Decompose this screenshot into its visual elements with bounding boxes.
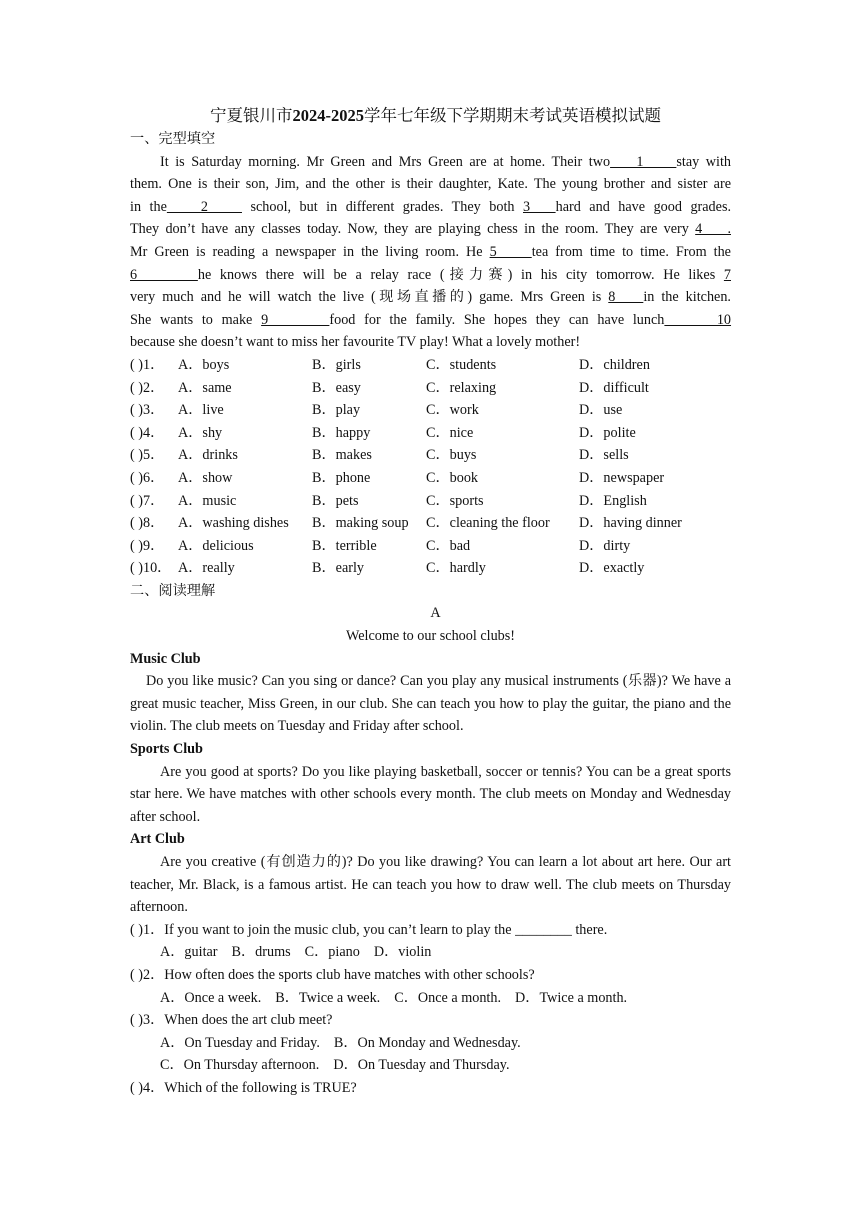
option-a: A．live <box>178 402 224 419</box>
option-row <box>130 444 731 467</box>
cloze-text: in the kitchen. <box>643 289 731 306</box>
cloze-line <box>130 218 731 241</box>
question-option: D．On Tuesday and Thursday. <box>333 1057 510 1074</box>
option-row <box>130 557 731 580</box>
option-c: C．bad <box>426 537 471 554</box>
question-number: ( )1． <box>130 356 165 373</box>
option-d: D．difficult <box>579 379 649 396</box>
option-a: A．show <box>178 469 233 486</box>
option-c: C．students <box>426 356 497 373</box>
option-d: D．sells <box>579 447 629 464</box>
option-b: B．phone <box>312 469 371 486</box>
option-d: D．newspaper <box>579 469 665 486</box>
option-d: D．dirty <box>579 537 631 554</box>
question-option: A．guitar <box>160 944 218 961</box>
cloze-text: he knows there will be a relay race (接力赛) in his city tomorrow. He likes <box>197 266 724 283</box>
option-d: D．use <box>579 402 623 419</box>
option-a: A．delicious <box>178 537 254 554</box>
clubs-list <box>130 648 731 919</box>
option-b: B．makes <box>312 447 372 464</box>
option-c: C．hardly <box>426 560 486 577</box>
cloze-text: Mr Green is reading a newspaper in the living room. He <box>130 243 490 260</box>
cloze-text: very much and he will watch the live (现场直播的) game. Mrs Green is <box>130 289 609 306</box>
question-option: B．Twice a week. <box>275 989 381 1006</box>
option-row <box>130 512 731 535</box>
option-b: B．happy <box>312 424 371 441</box>
title-prefix: 宁夏银川市 <box>210 106 293 125</box>
cloze-blank: 4 . <box>695 221 731 238</box>
option-d: D．children <box>579 356 650 373</box>
cloze-blank: 10 <box>664 311 732 328</box>
question-number: ( )5． <box>130 447 165 464</box>
cloze-text: She wants to make <box>130 311 262 328</box>
question-options <box>130 1054 731 1077</box>
question-option: C．piano <box>304 944 360 961</box>
option-c: C．buys <box>426 447 477 464</box>
cloze-text: in the <box>130 198 167 215</box>
question-options <box>130 1032 731 1055</box>
cloze-line <box>130 331 731 354</box>
option-b: B．making soup <box>312 515 409 532</box>
cloze-blank: 6 <box>130 266 198 283</box>
question-stem: ( )3．When does the art club meet? <box>130 1012 333 1029</box>
option-d: D．having dinner <box>579 515 682 532</box>
question-options <box>130 987 731 1010</box>
option-a: A．washing dishes <box>178 515 289 532</box>
cloze-line <box>130 286 731 309</box>
question-number: ( )9． <box>130 537 165 554</box>
club-name: Music Club <box>130 650 201 667</box>
option-a: A．boys <box>178 356 230 373</box>
option-c: C．nice <box>426 424 474 441</box>
option-row <box>130 535 731 558</box>
question-number: ( )7． <box>130 492 165 509</box>
option-b: B．play <box>312 402 361 419</box>
question-stem: ( )1．If you want to join the music club, you can’t learn to play the ________ there. <box>130 921 608 938</box>
cloze-line <box>130 309 731 332</box>
question-stem: ( )4．Which of the following is TRUE? <box>130 1079 357 1096</box>
club-description: Are you good at sports? Do you like playing basketball, soccer or tennis? You can be a great sports star here. We have matches with other schools every month. The club meets on Monday and Wednesday after school. <box>130 763 731 825</box>
reading-questions <box>130 919 731 1100</box>
cloze-text: them. One is their son, Jim, and the other is their daughter, Kate. The young brother and sister are <box>130 176 731 193</box>
option-row <box>130 490 731 513</box>
question-stem: ( )2．How often does the sports club have matches with other schools? <box>130 966 535 983</box>
option-b: B．girls <box>312 356 361 373</box>
option-c: C．relaxing <box>426 379 497 396</box>
cloze-line <box>130 241 731 264</box>
option-a: A．music <box>178 492 237 509</box>
cloze-text: It is Saturday morning. Mr Green and Mrs Green are at home. Their two <box>160 153 611 170</box>
question-number: ( )6． <box>130 469 165 486</box>
option-b: B．easy <box>312 379 361 396</box>
cloze-text: hard and have good grades. <box>555 198 732 215</box>
question-option: D．Twice a month. <box>515 989 628 1006</box>
option-d: D．exactly <box>579 560 645 577</box>
option-a: A．really <box>178 560 235 577</box>
question-number: ( )3． <box>130 402 165 419</box>
option-row <box>130 399 731 422</box>
option-d: D．English <box>579 492 647 509</box>
cloze-text: stay with <box>676 153 732 170</box>
cloze-blank: 8 <box>608 289 644 306</box>
page-title <box>140 104 731 128</box>
section-heading-reading: 二、阅读理解 <box>130 582 216 599</box>
cloze-blank: 2 <box>166 198 242 215</box>
club-name: Art Club <box>130 831 185 848</box>
question-number: ( )10． <box>130 560 172 577</box>
cloze-text: school, but in different grades. They both <box>241 198 523 215</box>
option-row <box>130 377 731 400</box>
section-heading-cloze: 一、完型填空 <box>130 131 216 147</box>
option-c: C．book <box>426 469 479 486</box>
passage-label: A <box>430 605 441 622</box>
cloze-text: because she doesn’t want to miss her favourite TV play! What a lovely mother! <box>130 334 581 351</box>
cloze-blank: 5 <box>489 243 532 260</box>
cloze-text: tea from time to time. From the <box>531 243 731 260</box>
cloze-blank: 7 <box>723 266 731 283</box>
option-b: B．terrible <box>312 537 377 554</box>
question-options <box>130 941 731 964</box>
question-option: B．On Monday and Wednesday. <box>333 1034 521 1051</box>
question-option: A．On Tuesday and Friday. <box>160 1034 320 1051</box>
club-name: Sports Club <box>130 741 203 758</box>
option-b: B．early <box>312 560 365 577</box>
question-number: ( )4． <box>130 424 165 441</box>
option-row <box>130 354 731 377</box>
option-b: B．pets <box>312 492 359 509</box>
option-d: D．polite <box>579 424 636 441</box>
cloze-blank: 9 <box>261 311 330 328</box>
question-option: C．On Thursday afternoon. <box>160 1057 320 1074</box>
cloze-blank: 1 <box>610 153 677 170</box>
option-c: C．cleaning the floor <box>426 515 550 532</box>
option-c: C．work <box>426 402 479 419</box>
question-option: B．drums <box>231 944 291 961</box>
cloze-line <box>130 196 731 219</box>
cloze-text: food for the family. She hopes they can have lunch <box>329 311 665 328</box>
club-description: Do you like music? Can you sing or dance? Can you play any musical instruments (乐器)? We have a great music teacher, Miss Green, in our club. She can teach you how to play the guitar, the piano and the violin. The club meets on Tuesday and Friday after school. <box>130 673 731 735</box>
question-number: ( )8． <box>130 515 165 532</box>
option-a: A．drinks <box>178 447 238 464</box>
option-a: A．shy <box>178 424 223 441</box>
question-option: D．violin <box>373 944 432 961</box>
exam-page <box>130 104 731 1100</box>
cloze-line <box>130 151 731 174</box>
cloze-options <box>130 354 731 580</box>
title-suffix: 学年七年级下学期期末考试英语模拟试题 <box>364 106 661 125</box>
club-description: Are you creative (有创造力的)? Do you like drawing? You can learn a lot about art here. Our art teacher, Mr. Black, is a famous artist. He can teach you how to draw well. The club meets on Thursday afternoon. <box>130 854 731 916</box>
cloze-line <box>130 264 731 287</box>
question-number: ( )2． <box>130 379 165 396</box>
cloze-passage <box>130 151 731 354</box>
question-option: A．Once a week. <box>160 989 262 1006</box>
cloze-line <box>130 173 731 196</box>
option-row <box>130 467 731 490</box>
cloze-blank: 3 <box>523 198 556 215</box>
title-years: 2024-2025 <box>292 106 364 125</box>
passage-title: Welcome to our school clubs! <box>345 628 516 645</box>
option-row <box>130 422 731 445</box>
option-c: C．sports <box>426 492 484 509</box>
cloze-text: They don’t have any classes today. Now, they are playing chess in the room. They are very <box>130 221 696 238</box>
question-option: C．Once a month. <box>394 989 502 1006</box>
option-a: A．same <box>178 379 232 396</box>
